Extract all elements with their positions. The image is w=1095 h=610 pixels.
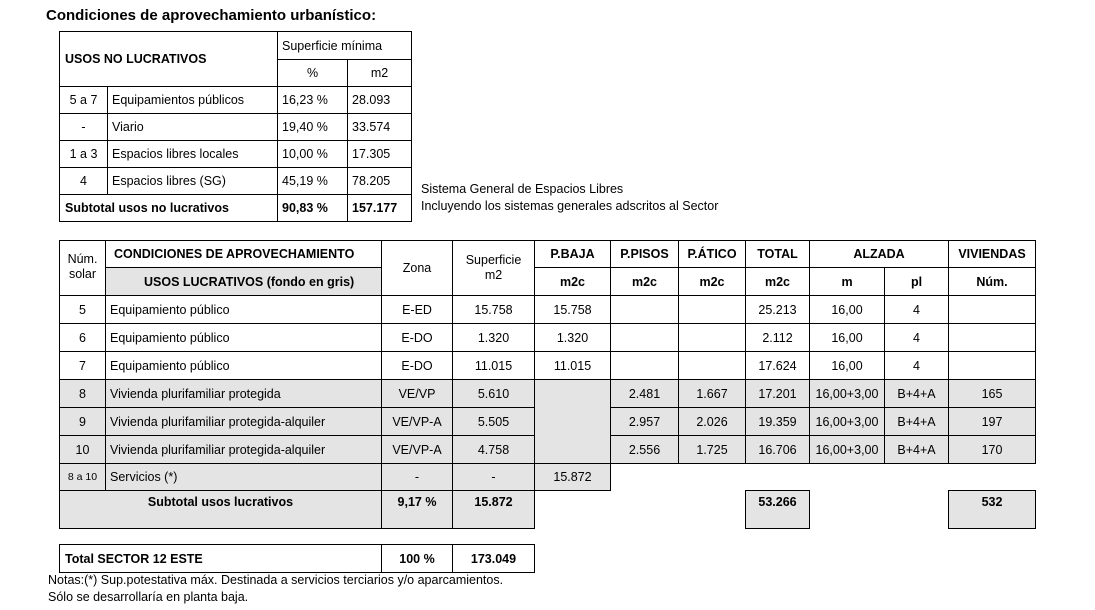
row-m: 16,00+3,00 — [810, 436, 885, 464]
alzada-header: ALZADA — [810, 241, 949, 268]
row-zona: - — [382, 464, 453, 491]
table-row — [60, 352, 1036, 380]
row-ppisos: 2.556 — [611, 436, 679, 464]
subtotal-sup: 15.872 — [453, 491, 535, 529]
superficie-minima-header: Superficie mínima — [278, 32, 412, 60]
subtotal-viviendas: 532 — [949, 491, 1036, 529]
unit-pl: pl — [885, 268, 949, 296]
unit-m2c: m2c — [535, 268, 611, 296]
row-name: Vivienda plurifamiliar protegida-alquiler — [106, 436, 382, 464]
table-row — [60, 324, 1036, 352]
table-row — [60, 436, 1036, 464]
servicios-row — [60, 464, 1036, 491]
notes-line1: Notas:(*) Sup.potestativa máx. Destinada a servicios terciarios y/o aparcamientos. — [48, 573, 504, 587]
row-name: Equipamiento público — [106, 296, 382, 324]
page-title: Condiciones de aprovechamiento urbanístico: — [46, 7, 377, 24]
row-pct: 10,00 % — [278, 141, 348, 168]
sg-note-line1: Sistema General de Espacios Libres — [421, 182, 624, 196]
row-pbaja — [535, 408, 611, 436]
subtotal-m2: 157.177 — [348, 195, 412, 222]
row-pl: B+4+A — [885, 380, 949, 408]
row-pct: 19,40 % — [278, 114, 348, 141]
row-pbaja: 1.320 — [535, 324, 611, 352]
row-m: 16,00 — [810, 296, 885, 324]
unit-m2c: m2c — [611, 268, 679, 296]
subtotal-label: Subtotal usos lucrativos — [60, 491, 382, 529]
row-num: 7 — [60, 352, 106, 380]
total-sector-table — [59, 544, 535, 573]
subtotal-row — [60, 491, 1036, 529]
row-pl: 4 — [885, 352, 949, 380]
row-zona: VE/VP — [382, 380, 453, 408]
row-total: 16.706 — [746, 436, 810, 464]
subtotal-label: Subtotal usos no lucrativos — [60, 195, 278, 222]
subtotal-row — [60, 195, 412, 222]
row-patico — [679, 352, 746, 380]
row-num: 5 a 7 — [60, 87, 108, 114]
row-viv — [949, 324, 1036, 352]
row-num: 4 — [60, 168, 108, 195]
row-num: 6 — [60, 324, 106, 352]
row-m: 16,00 — [810, 324, 885, 352]
row-num: 10 — [60, 436, 106, 464]
row-zona: E-DO — [382, 324, 453, 352]
m2-header: m2 — [348, 60, 412, 87]
pbaja-header: P.BAJA — [535, 241, 611, 268]
subtotal-pct: 90,83 % — [278, 195, 348, 222]
row-m2: 33.574 — [348, 114, 412, 141]
row-pl: B+4+A — [885, 408, 949, 436]
table-row — [60, 87, 412, 114]
row-m2: 78.205 — [348, 168, 412, 195]
row-name: Equipamiento público — [106, 352, 382, 380]
no-lucrativos-table — [59, 31, 412, 222]
row-sup: 4.758 — [453, 436, 535, 464]
total-sector-pct: 100 % — [382, 545, 453, 573]
row-viv — [949, 296, 1036, 324]
subtotal-total: 53.266 — [746, 491, 810, 529]
sg-note-line2: Incluyendo los sistemas generales adscritos al Sector — [421, 199, 719, 213]
row-patico — [679, 296, 746, 324]
row-name: Servicios (*) — [106, 464, 382, 491]
table-row — [60, 296, 1036, 324]
superficie-header: Superficie m2 — [453, 241, 535, 296]
row-zona: E-ED — [382, 296, 453, 324]
notes-line2: Sólo se desarrollaría en planta baja. — [48, 590, 249, 604]
row-viv: 197 — [949, 408, 1036, 436]
row-pbaja — [535, 436, 611, 464]
row-ppisos: 2.957 — [611, 408, 679, 436]
row-viv: 165 — [949, 380, 1036, 408]
row-num: 5 — [60, 296, 106, 324]
row-ppisos — [611, 352, 679, 380]
viviendas-header: VIVIENDAS — [949, 241, 1036, 268]
row-total: 17.624 — [746, 352, 810, 380]
unit-m: m — [810, 268, 885, 296]
row-name: Equipamientos públicos — [108, 87, 278, 114]
row-total: 25.213 — [746, 296, 810, 324]
row-name: Vivienda plurifamiliar protegida — [106, 380, 382, 408]
unit-num: Núm. — [949, 268, 1036, 296]
table-row — [60, 168, 412, 195]
row-sup: 1.320 — [453, 324, 535, 352]
zona-header: Zona — [382, 241, 453, 296]
row-pl: B+4+A — [885, 436, 949, 464]
row-pct: 16,23 % — [278, 87, 348, 114]
row-pl: 4 — [885, 296, 949, 324]
row-sup: 15.758 — [453, 296, 535, 324]
table-row — [60, 141, 412, 168]
row-name: Equipamiento público — [106, 324, 382, 352]
pct-header: % — [278, 60, 348, 87]
row-m: 16,00+3,00 — [810, 408, 885, 436]
row-num: 8 — [60, 380, 106, 408]
table-row — [60, 380, 1036, 408]
row-num: - — [60, 114, 108, 141]
table-row — [60, 408, 1036, 436]
total-header: TOTAL — [746, 241, 810, 268]
row-ppisos — [611, 324, 679, 352]
table-row — [60, 114, 412, 141]
row-name: Viario — [108, 114, 278, 141]
row-pct: 45,19 % — [278, 168, 348, 195]
row-name: Espacios libres (SG) — [108, 168, 278, 195]
row-zona: VE/VP-A — [382, 436, 453, 464]
ppisos-header: P.PISOS — [611, 241, 679, 268]
num-solar-header: Núm. solar — [60, 241, 106, 296]
row-m: 16,00 — [810, 352, 885, 380]
row-name: Espacios libres locales — [108, 141, 278, 168]
row-sup: 5.505 — [453, 408, 535, 436]
row-sup: - — [453, 464, 535, 491]
row-zona: E-DO — [382, 352, 453, 380]
row-name: Vivienda plurifamiliar protegida-alquiler — [106, 408, 382, 436]
row-patico: 1.667 — [679, 380, 746, 408]
row-patico: 2.026 — [679, 408, 746, 436]
row-ppisos — [611, 296, 679, 324]
row-patico: 1.725 — [679, 436, 746, 464]
row-viv — [949, 352, 1036, 380]
row-sup: 11.015 — [453, 352, 535, 380]
usos-lucrativos-header: USOS LUCRATIVOS (fondo en gris) — [106, 268, 382, 296]
row-ppisos: 2.481 — [611, 380, 679, 408]
total-sector-m2: 173.049 — [453, 545, 535, 573]
row-m2: 17.305 — [348, 141, 412, 168]
unit-m2c: m2c — [746, 268, 810, 296]
row-m2: 28.093 — [348, 87, 412, 114]
row-pbaja: 15.758 — [535, 296, 611, 324]
row-num: 8 a 10 — [60, 464, 106, 491]
row-total: 19.359 — [746, 408, 810, 436]
lucrativos-table — [59, 240, 1036, 529]
condiciones-header: CONDICIONES DE APROVECHAMIENTO — [106, 241, 382, 268]
usos-no-lucrativos-header: USOS NO LUCRATIVOS — [60, 32, 278, 87]
subtotal-pct: 9,17 % — [382, 491, 453, 529]
row-patico — [679, 324, 746, 352]
row-pbaja — [535, 380, 611, 408]
total-sector-label: Total SECTOR 12 ESTE — [60, 545, 382, 573]
row-pl: 4 — [885, 324, 949, 352]
patico-header: P.ÁTICO — [679, 241, 746, 268]
row-num: 9 — [60, 408, 106, 436]
row-pbaja: 15.872 — [535, 464, 611, 491]
row-total: 17.201 — [746, 380, 810, 408]
unit-m2c: m2c — [679, 268, 746, 296]
row-total: 2.112 — [746, 324, 810, 352]
row-zona: VE/VP-A — [382, 408, 453, 436]
row-viv: 170 — [949, 436, 1036, 464]
row-m: 16,00+3,00 — [810, 380, 885, 408]
row-pbaja: 11.015 — [535, 352, 611, 380]
row-num: 1 a 3 — [60, 141, 108, 168]
row-sup: 5.610 — [453, 380, 535, 408]
